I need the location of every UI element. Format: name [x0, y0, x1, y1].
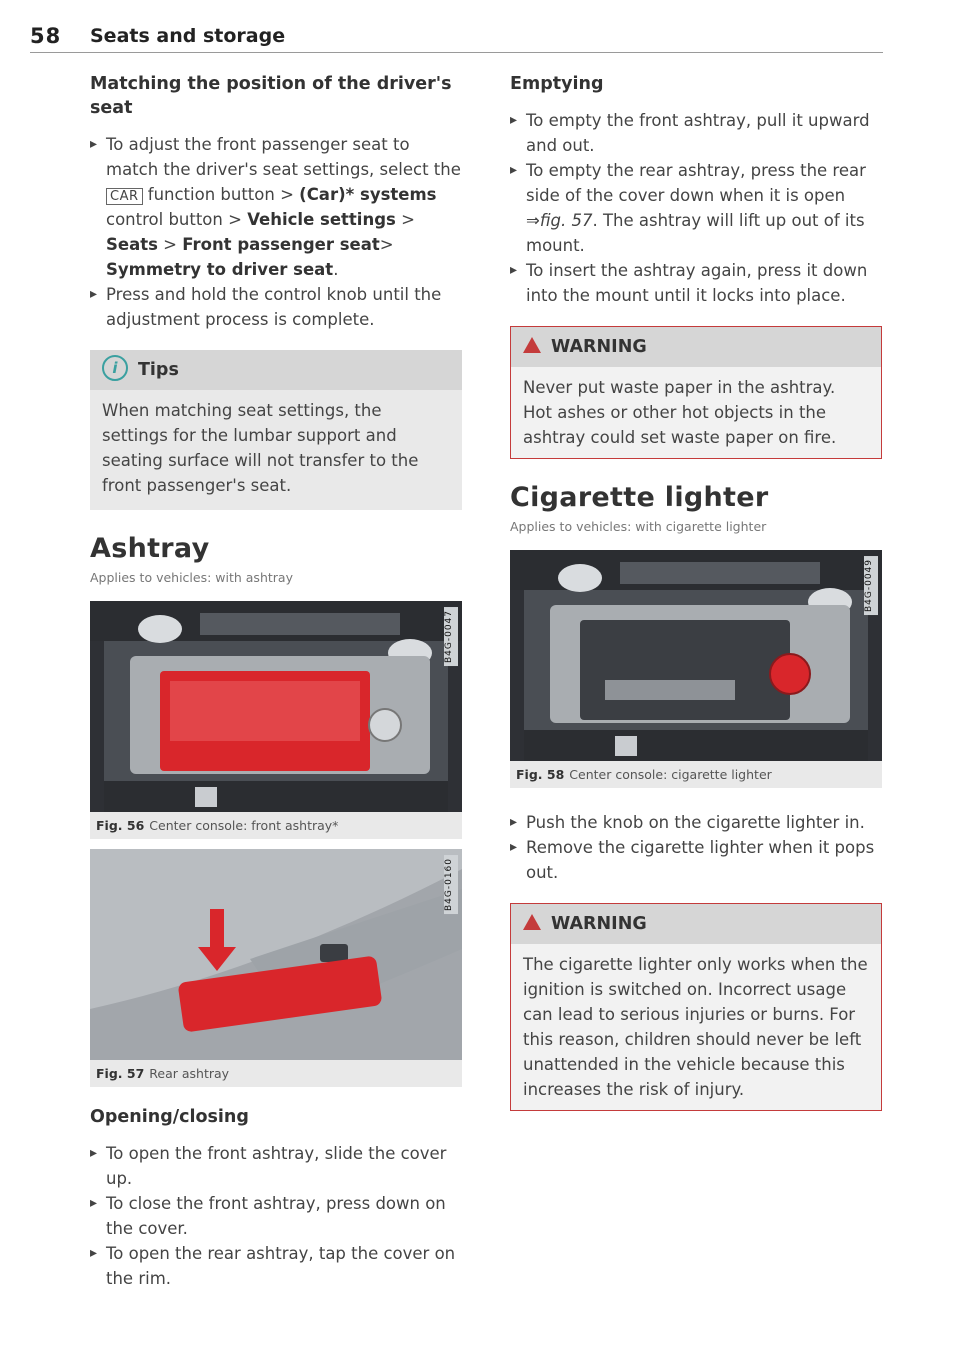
emptying-heading: Emptying: [510, 74, 604, 94]
figure-caption: Fig. 56 Center console: front ashtray*: [90, 812, 462, 839]
list-item: ▸ Push the knob on the cigarette lighter in.: [510, 810, 882, 835]
figure-code: B4G-0047: [444, 607, 458, 666]
list-item: ▸ Press and hold the control knob until the adjustment process is complete.: [90, 282, 462, 332]
tips-body: When matching seat settings, the settings for the lumbar support and seating surface will not transfer to the front passenger's seat.: [102, 401, 419, 495]
left-column: [90, 72, 462, 1291]
rear-ashtray-illustration: [90, 849, 462, 1060]
list-item: ▸ To empty the rear ashtray, press the rear side of the cover down when it is open ⇒fig. 57. The ashtray will lift up out of its mount.: [510, 158, 882, 258]
list-item: ▸ Remove the cigarette lighter when it pops out.: [510, 835, 882, 885]
warning-box: [510, 326, 882, 459]
figure-56-image: [90, 601, 462, 812]
warning-icon: [523, 914, 541, 930]
warning-icon: [523, 337, 541, 353]
figure-57: [90, 849, 462, 1087]
figure-56: [90, 601, 462, 839]
page-number: 58: [30, 24, 62, 48]
section-title: Seats and storage: [90, 25, 286, 47]
page-header: [30, 24, 883, 53]
figure-caption: Fig. 57 Rear ashtray: [90, 1060, 462, 1087]
warning-body: Never put waste paper in the ashtray. Hot ashes or other hot objects in the ashtray could set waste paper on fire.: [523, 378, 837, 447]
applies-to: Applies to vehicles: with cigarette lighter: [510, 519, 767, 534]
list-item: ▸ To open the front ashtray, slide the cover up.: [90, 1141, 462, 1191]
right-column: [510, 72, 882, 1111]
figure-57-image: [90, 849, 462, 1060]
info-icon: i: [102, 355, 128, 381]
list-item: ▸ To adjust the front passenger seat to match the driver's seat settings, select the CAR function button > (Car)* systems control button > Vehicle settings > Seats > Front passenger seat> Symmetry to driver seat.: [90, 132, 462, 282]
opening-heading: Opening/closing: [90, 1107, 249, 1127]
tips-box: [90, 350, 462, 510]
cigarette-lighter-heading: Cigarette lighter: [510, 482, 769, 513]
matching-heading: Matching the position of the driver's seat: [90, 74, 452, 118]
tips-header: i Tips: [90, 350, 462, 390]
applies-to: Applies to vehicles: with ashtray: [90, 570, 293, 585]
warning-body: The cigarette lighter only works when the ignition is switched on. Incorrect usage can lead to serious injuries or burns. For this reason, children should never be left unattended in the vehicle because this increases the risk of injury.: [523, 955, 868, 1099]
cigarette-lighter-illustration: [510, 550, 882, 761]
figure-58: [510, 550, 882, 788]
list-item: ▸ To close the front ashtray, press down on the cover.: [90, 1191, 462, 1241]
figure-code: B4G-0160: [444, 855, 458, 914]
list-item: ▸ To open the rear ashtray, tap the cover on the rim.: [90, 1241, 462, 1291]
list-item: ▸ To insert the ashtray again, press it down into the mount until it locks into place.: [510, 258, 882, 308]
figure-caption: Fig. 58 Center console: cigarette lighter: [510, 761, 882, 788]
warning-header: WARNING: [511, 327, 881, 367]
ashtray-heading: Ashtray: [90, 533, 210, 564]
warning-box: [510, 903, 882, 1111]
figure-58-image: [510, 550, 882, 761]
car-button-label: CAR: [106, 188, 143, 205]
figure-code: B4G-0049: [864, 556, 878, 615]
warning-header: WARNING: [511, 904, 881, 944]
front-ashtray-illustration: [90, 601, 462, 812]
list-item: ▸ To empty the front ashtray, pull it upward and out.: [510, 108, 882, 158]
figure-reference-link[interactable]: ⇒fig. 57: [526, 211, 593, 230]
